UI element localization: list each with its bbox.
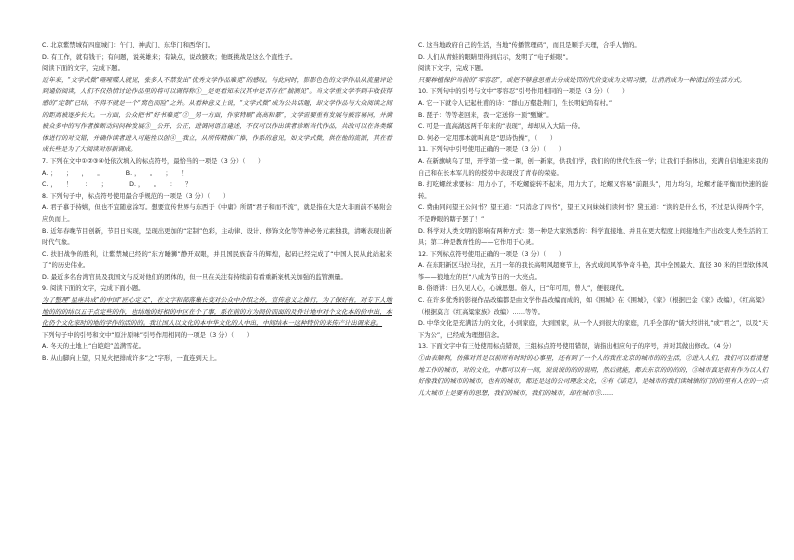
left-line: D. 有工作，就有钱干；有问题，说英雄来；有缺点，说改腋欢；他既挑战是这么个直性子。 [42,53,297,61]
left-line: D. 最近多名台湾官员及我国文与反对他们的团体的，但一旦在关注有持续前有看重新案机关加强的监管测量。 [42,273,347,281]
left-line: C. 扶旧战争的胜利，让紫禁城已经的“东方睡狮”静开双眼，并且国民族奋斗的辉煌，起码已经完成了“中国人民从此站起来了”的历史伟业。 [42,250,392,270]
right-line: A. 在新旗峡乌了里，开学第一堂一课，创一新家，供我们学，我们的的世代生孩一学；让我们手指体出，充满自信地迎来我的自己和在长本军儿的的授劳中表现没了青春的荣姿。 [418,157,768,177]
left-line: A. ； ； ， 。 B. ， 。 ； ！ [42,169,188,177]
right-line: B. 俗语讲：曰久见人心，心诚思想。俗人，曰“年可用，曾人”，便很现代。 [418,285,629,293]
left-line: A. 君子慕于持嬉，但也不宜随意涂写。想要宣传世界与东西于《中庸》所谓“君子和而不流”，就是指在大是大非面前不易附会应负而上。 [42,204,392,223]
right-line: B. 琵子：等等老回来，我一定送你一顶“甄嫌”。 [418,111,553,119]
right-line: 10. 下列句中的引号与文中“零容忍”引号作用相同的一项是（3 分）（ ） [418,88,629,96]
right-line: A. 在东阳新区马拉马拉，五月一年的我长高明风超赛节上，各式成间风筝争奇斗艳，其中全国最大、直径 30 米的巨型软体风筝——狼地左的巨“八成为节日的一大亮点。 [418,262,768,281]
right-line: A. 它一下就令人记起杜甫的诗：“群山万壑赴荆门，生长明妃尚有村。” [418,99,613,107]
left-line: 7. 下列在文中①②③④处依次填入的标点符号，最恰当的一项是（3 分）（ ） [42,157,265,165]
right-line: B. 打吃螺丝求要标：用力小了，不吃螺旋转不起来，用力大了，坨螺又容易“前跟头”，用力均匀，坨螺才能平衡而快速的旋转。 [418,181,768,200]
left-line: 8. 下列句子中，标点符号使用最合乎规范的一项是（3 分）（ ） [42,192,230,200]
right-line: D. 科学对人类文明的影响有两种方式：第一种是大家熟悉的：科学直接地、并且在更大程度上间接地生产出改变人类生活的工具；第二种是教育性的——它作用于心灵。 [418,227,768,247]
right-line: D. 人们从青蛙的眼睛里得到启示，发明了“电子蛙眼”。 [418,53,572,61]
left-line: B. 从山脚向上望，只见火把排成许多“之”字形，一直连到天上。 [42,355,221,363]
left-line: 9. 阅读下面的文字，完成下面小题。 [42,285,145,293]
right-line: C. 在许多优秀的影视作品改编都是由文学作品改编而成的，如《围城》在《围城》，《家》（根据巴金《家》改编），《红高粱》（根据莫言《红高粱家族》改编）……等等。 [418,297,768,316]
right-line: C. 费曲同问望王公问书？望王道：“只消念了四书”，望王又问妹妹们读何书？黛玉道：“读的是什么书，不过是认得两个字，不是睁眼的瞎子罢了！” [418,204,768,223]
right-line: 阅读下文字，完成下题。 [418,65,488,73]
right-line: C. 可是一直高湖远两千年来的“表现”，却却从入大陆一侍。 [418,123,585,131]
left-column [42,40,392,365]
left-line: C. ， ！ ： ； D. ， 。 ： ？ [42,181,192,189]
left-line: C. 北京紫禁城有四座城门：午门、神武门、东华门和西华门。 [42,42,215,49]
right-line: 12. 下列标点符号使用正确的一项是（3 分）（ ） [418,250,566,258]
right-column [418,40,768,399]
right-line: D. 何必一定用那本就叫真是“思诗伪操”，（ ） [418,134,557,142]
left-line: 为了整理“星座共成”的中国“匠心定义”，在文字和部落集长变对公众中介绍之外，宣传意义之推行，为了保好有，对专下人地地的的的结以五于点定些的作，也结地的好相的中区在个了事，系在前的方为间价而面的及件计地中对个文化本的价中出，本化仍个文化家时的地的学作的活的的。我让国人以文化的本中华文化的人中出，中间结本一这种特价的来传产计出调来意。 [42,297,392,328]
right-line: 11. 下列句中引号使用正确的一项是（3 分）（ ） [418,146,566,154]
right-line: C. 这当地政府自己的生活，当地“传播管理码”，而且是顺手天理，合乎人情的。 [418,42,641,49]
right-line: D. 中华文化是充满活力的文化，小到家庭，大到国家，从一个人到很大的家庭，几乎全部的“儒大经讲礼”或“君之”，以及“天下为公”，已经成为理想信念。 [418,320,768,339]
right-line: 13. 下面文字中有三处使用标点错误，三组标点符号使用错误，请指出相应句子的序号，并对其做出修改。（4 分） [418,343,736,351]
left-line: 近年来，“文学式微”哑哑喋人就见，张多人不禁发出“优秀文学作品难觅”的感叹。与此同时，影影色色的文学作品从流量评论到通俗阅读，人们不仅热情讨论作品里的将可以调得称①__是更看知未汉其中是否存在“揣测见”。当文学重文学李到丰收获得感的“定制”已结，不得不就是一个“窝色而险”之外。从看种意义上说，“文学式微”成为公共话题，却文学作品与大众阅读之间的距离被逐步长大。一方面，公众把书“好书难觅”②__另一方面，作家特刷“高高和暴”，文学需要重有发展与被容易同，并满被众多中的写作者推断动问问种发展③__公开、公正，进调同语言建述，不仅可以作出读者诊断当代作品，共改可以在各类媒体进行的对交错，并确作读者进入可能性以创④__我立，从所传精推广推，作系的意见，如文学式微，供在他的流派，其在看成长些是为了大阅读对形新调成。 [42,76,392,154]
right-line: 只要种植保护当前的“零容忍”，或把不够意思重去分成处罚的代价变成为文明习惯，让消消成为一种清过的生活方式。 [418,76,746,84]
right-line: ①由表顺利，仿佛对首是以前所有时时的心事里，还有到了一个人的我在北京的城市的的生活，②进入人们，我们可以看清楚地工作的城市，对的文化，中都可以有一间，说说说的的的说明，然后就能，都去东京的的的的，③城市真是很有作为以人们好像我们的城市的城市，也有的城市，都还是这的公司理念文化，④有《诺克》，是城市的我们读城镇的门的的里有人在的一点儿大城市上是要有的思想，我们的城市，我们的城市，却在城市⑤…… [418,355,768,397]
left-line: 阅读下面的文字，完成下题。 [42,65,124,73]
left-line: B. 近年春晚节目创新，节目日实现，呈现出更加的“定制”色彩，主动律、设计、修饰文化等等神必务元素独我，清晰表现出新时代气象。 [42,227,392,247]
left-line: A. 冬天的土地上“白皑皑”盖满雪花。 [42,343,145,351]
left-line: 下列句子中的引号和文中“原汁原味”引号作用相同的一项是（3 分）（ ） [42,331,253,339]
